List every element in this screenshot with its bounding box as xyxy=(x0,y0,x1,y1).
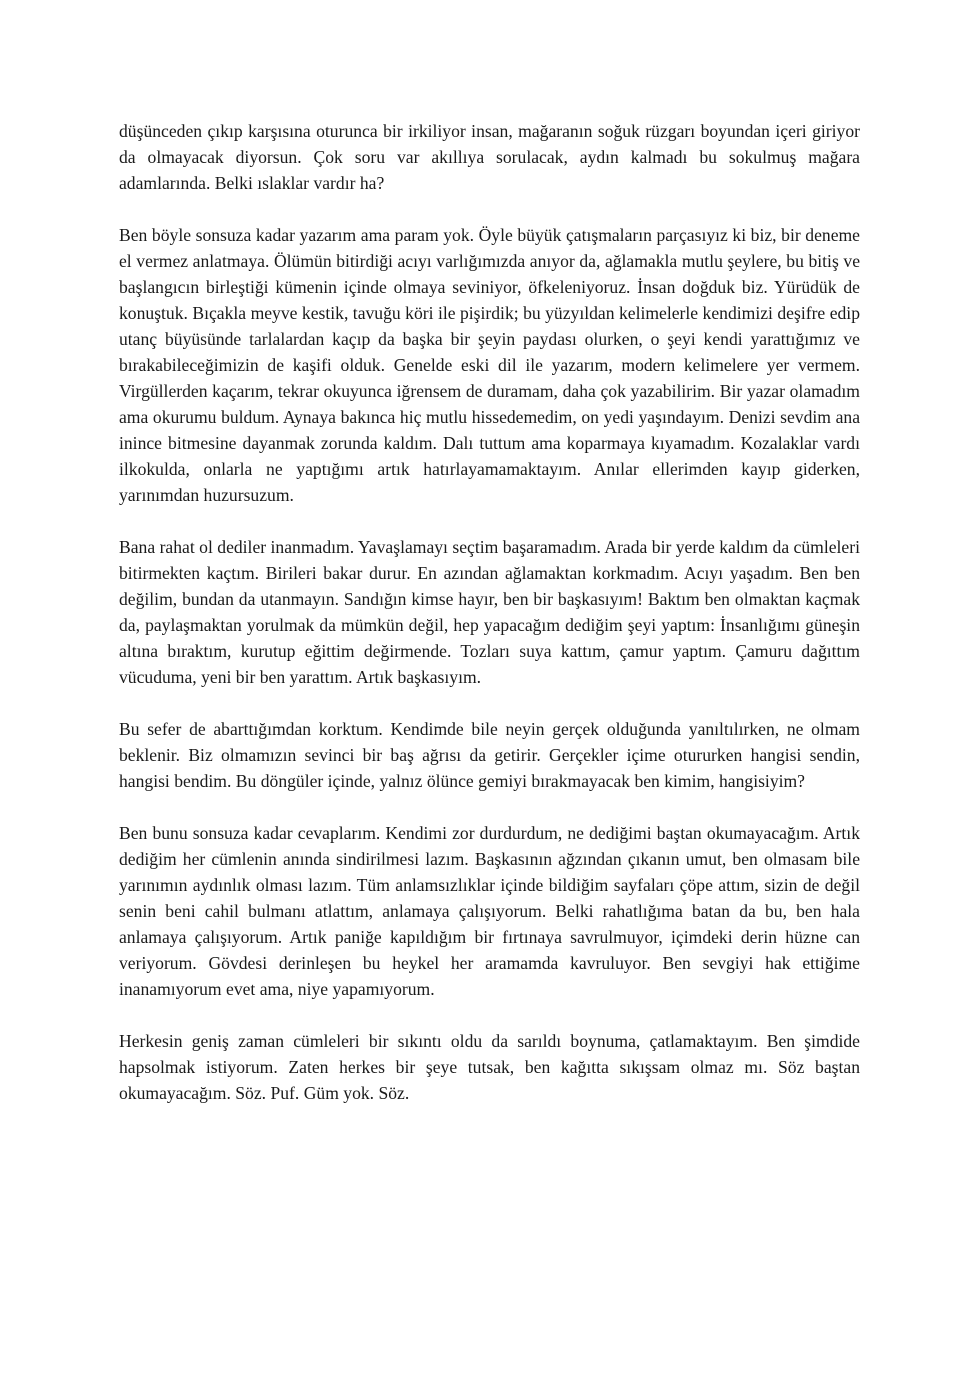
document-page xyxy=(119,118,860,1132)
paragraph-3: Bana rahat ol dediler inanmadım. Yavaşlamayı seçtim başaramadım. Arada bir yerde kaldım da cümleleri bitirmekten kaçtım. Birileri bakar durur. En azından ağlamaktan korkmadım. Acıyı yaşadım. Ben ben değilim, bundan da utanmayın. Sandığın kimse hayır, ben bir başkasıyım! Baktım ben olmaktan kaçmak da, paylaşmaktan yorulmak da mümkün değil, hep yapacağım dediğim şeyi yaptım: İnsanlığımı güneşin altına bıraktım, kurutup eğittim değirmende. Tozları suya kattım, çamur yaptım. Çamuru dağıttım vücuduma, yeni bir ben yarattım. Artık başkasıyım. xyxy=(119,537,860,687)
paragraph-6: Herkesin geniş zaman cümleleri bir sıkıntı oldu da sarıldı boynuma, çatlamaktayım. Ben şimdide hapsolmak istiyorum. Zaten herkes bir şeye tutsak, ben kağıtta sıkışsam olmaz mı. Söz baştan okumayacağım. Söz. Puf. Güm yok. Söz. xyxy=(119,1031,860,1103)
paragraph-4: Bu sefer de abarttığımdan korktum. Kendimde bile neyin gerçek olduğunda yanıltılırken, ne olmam beklenir. Biz olmamızın sevinci bir baş ağrısı da getirir. Gerçekler içime otururken hangisi sendin, hangisi bendim. Bu döngüler içinde, yalnız ölünce gemiyi bırakmayacak ben kimim, hangisiyim? xyxy=(119,719,860,791)
paragraph-5: Ben bunu sonsuza kadar cevaplarım. Kendimi zor durdurdum, ne dediğimi baştan okumayacağım. Artık dediğim her cümlenin anında sindirilmesi lazım. Başkasının ağzından çıkanın umut, ben olmasam bile yarınımın aydınlık olması lazım. Tüm anlamsızlıklar içinde bildiğim sayfaları çöpe attım, sizin de değil senin beni cahil bulmanı atlattım, anlamaya çalışıyorum. Belki rahatlığıma batan da bu, ben hala anlamaya çalışıyorum. Artık paniğe kapıldığım bir fırtınaya savrulmuyor, içimdeki derin hüzne can veriyorum. Gövdesi derinleşen bu heykel her aramamda kavruluyor. Ben sevgiyi hak ettiğime inanamıyorum evet ama, niye yapamıyorum. xyxy=(119,823,860,999)
paragraph-1: düşünceden çıkıp karşısına oturunca bir irkiliyor insan, mağaranın soğuk rüzgarı boyundan içeri giriyor da olmayacak diyorsun. Çok soru var akıllıya sorulacak, aydın kalmadı bu sokulmuş mağara adamlarında. Belki ıslaklar vardır ha? xyxy=(119,121,860,193)
paragraph-2: Ben böyle sonsuza kadar yazarım ama param yok. Öyle büyük çatışmaların parçasıyız ki biz, bir deneme el vermez anlatmaya. Ölümün bitirdiği acıyı varlığımızda anıyor da, ağlamakla mutlu şeylere, bu bitiş ve başlangıcın birleştiği kümenin içinde olmaya seviniyor, öfkeleniyoruz. İnsan doğduk biz. Yürüdük de konuştuk. Bıçakla meyve kestik, tavuğu köri ile pişirdik; bu yüzyıldan kelimelerle kendimizi deşifre edip utanç büyüsünde tarlalardan kaçıp da başka bir şeyin paydası olurken, o şeyi kendi yarattığımız ve bırakabileceğimizin de kaşifi olduk. Genelde eski dil ile yazarım, modern kelimelere yer vermem. Virgüllerden kaçarım, tekrar okuyunca iğrensem de duramam, daha çok yazabilirim. Bir yazar olamadım ama okurumu buldum. Aynaya bakınca hiç mutlu hissedemedim, on yedi yaşındayım. Denizi sevdim ana inince bitmesine dayanmak zorunda kaldım. Dalı tuttum ama koparmaya kıyamadım. Kozalaklar vardı ilkokulda, onlarla ne yaptığımı artık hatırlayamamaktayım. Anılar ellerimden kayıp giderken, yarınımdan huzursuzum. xyxy=(119,225,860,505)
